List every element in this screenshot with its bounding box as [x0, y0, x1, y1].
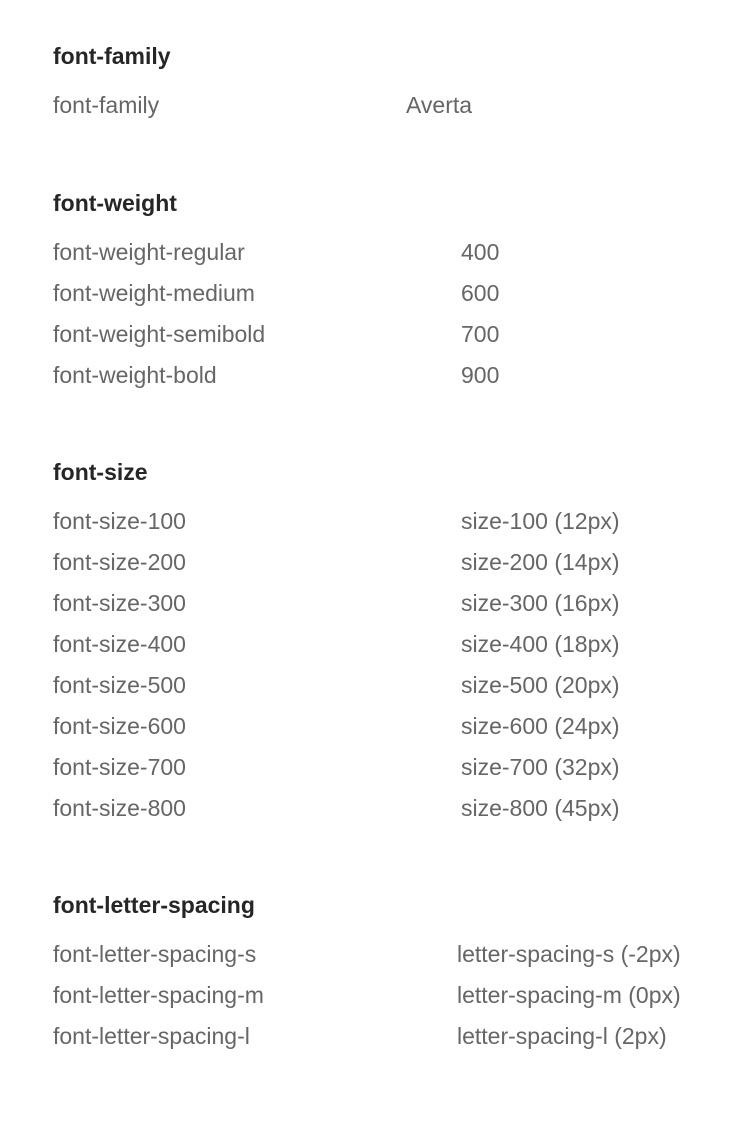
token-name: font-size-300	[53, 590, 186, 616]
section-title: font-family	[53, 43, 171, 69]
section-title: font-letter-spacing	[53, 892, 255, 918]
token-value: 700	[461, 321, 500, 347]
token-value: size-300 (16px)	[461, 590, 620, 616]
token-value: 900	[461, 362, 500, 388]
table-row	[53, 712, 746, 753]
table-row	[53, 671, 746, 712]
token-name: font-weight-semibold	[53, 321, 266, 347]
token-value: size-100 (12px)	[461, 508, 620, 534]
token-value: size-700 (32px)	[461, 754, 620, 780]
table-row	[53, 91, 746, 132]
token-value: letter-spacing-s (-2px)	[457, 941, 681, 967]
token-value: letter-spacing-l (2px)	[457, 1023, 667, 1049]
table-row	[53, 320, 746, 361]
token-name: font-size-500	[53, 672, 186, 698]
token-name: font-size-200	[53, 549, 186, 575]
table-row	[53, 630, 746, 671]
token-name: font-size-600	[53, 713, 186, 739]
table-row	[53, 753, 746, 794]
token-name: font-size-700	[53, 754, 186, 780]
table-row	[53, 589, 746, 630]
table-row	[53, 279, 746, 320]
table-row	[53, 548, 746, 589]
token-value: letter-spacing-m (0px)	[457, 982, 681, 1008]
token-value: size-500 (20px)	[461, 672, 620, 698]
token-value: 400	[461, 239, 500, 265]
token-name: font-size-800	[53, 795, 186, 821]
token-name: font-family	[53, 92, 160, 118]
table-row	[53, 238, 746, 279]
table-row	[53, 940, 746, 981]
token-value: size-400 (18px)	[461, 631, 620, 657]
table-row	[53, 794, 746, 835]
section-title: font-size	[53, 459, 148, 485]
token-name: font-size-100	[53, 508, 186, 534]
token-name: font-letter-spacing-m	[53, 982, 264, 1008]
token-name: font-weight-bold	[53, 362, 217, 388]
section-title: font-weight	[53, 190, 177, 216]
table-row	[53, 507, 746, 548]
token-value: 600	[461, 280, 500, 306]
token-value: size-200 (14px)	[461, 549, 620, 575]
token-value: size-600 (24px)	[461, 713, 620, 739]
table-row	[53, 1022, 746, 1063]
token-value: Averta	[406, 92, 473, 118]
token-name: font-weight-medium	[53, 280, 255, 306]
table-row	[53, 361, 746, 402]
token-reference	[53, 0, 746, 1125]
token-name: font-size-400	[53, 631, 186, 657]
table-row	[53, 981, 746, 1022]
token-name: font-weight-regular	[53, 239, 245, 265]
token-value: size-800 (45px)	[461, 795, 620, 821]
token-name: font-letter-spacing-l	[53, 1023, 250, 1049]
token-name: font-letter-spacing-s	[53, 941, 257, 967]
